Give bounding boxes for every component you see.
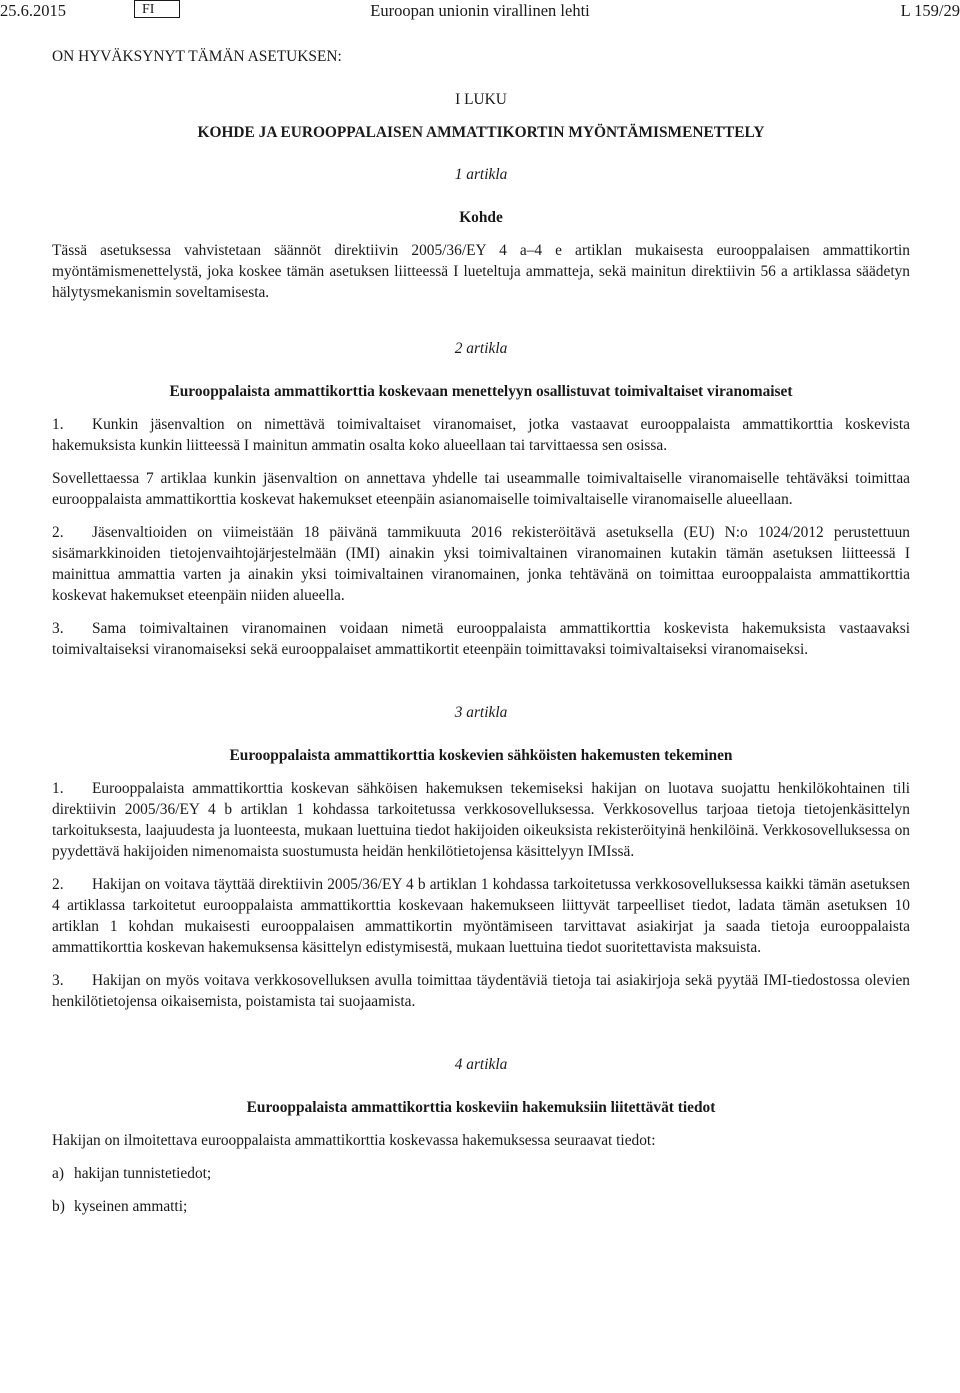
chapter-title: KOHDE JA EUROOPPALAISEN AMMATTIKORTIN MYÖNTÄMISMENETTELY <box>197 124 765 141</box>
article-1-text: Tässä asetuksessa vahvistetaan säännöt direktiivin 2005/36/EY 4 a–4 e artiklan mukaisesta eurooppalaisen ammattikortin myöntämismenettelystä, joka koskee tämän asetuksen liitteessä I lueteltuja ammatteja, sekä mainitun direktiivin 56 a artiklassa säädetyn hälytysmekanismin soveltamisesta. <box>52 242 910 301</box>
paragraph-number: 3. <box>52 620 64 637</box>
article-2-paragraph-3: 3. Sama toimivaltainen viranomainen voidaan nimetä eurooppalaista ammattikorttia koskevista hakemuksista vastaavaksi toimivaltaiseksi viranomaiseksi sekä eurooppalaiset ammattikortit eteenpäin toimittavaksi toimivaltaiseksi viranomaiseksi. <box>52 620 910 658</box>
article-3-title: Eurooppalaista ammattikorttia koskevien sähköisten hakemusten tekeminen <box>229 747 733 764</box>
page-reference: L 159/29 <box>900 1 960 20</box>
article-2-paragraph-1b: Sovellettaessa 7 artiklaa kunkin jäsenvaltion on annettava yhdelle tai useammalle toimivaltaiselle viranomaiselle tehtäväksi toimittaa eurooppalaista ammattikorttia koskevat hakemukset eteenpäin asianomaiselle toimivaltaiselle viranomaiselle alueellaan. <box>52 470 910 508</box>
article-3-paragraph-1: 1. Eurooppalaista ammattikorttia koskevan sähköisen hakemuksen tekemiseksi hakijan on luotava suojattu henkilökohtainen tili direktiivin 2005/36/EY 4 b artiklan 1 kohdassa tarkoitetussa verkkosovelluksessa. Verkkosovellus tarjoaa tietoja tietojenkäsittelyn tarkoituksesta, laajuudesta ja luonteesta, mukaan luettuina tiedot hakijoiden oikeuksista rekisteröityinä henkilöinä. Verkkosovelluksessa on pyydettävä hakijoiden nimenomaista suostumusta heidän henkilötietojensa käsittelyyn IMIssä. <box>52 780 910 860</box>
article-2-paragraph-2: 2. Jäsenvaltioiden on viimeistään 18 päivänä tammikuuta 2016 rekisteröitävä asetuksella (EU) N:o 1024/2012 perustettuun sisämarkkinoiden tietojenvaihtojärjestelmään (IMI) ainakin yksi toimivaltainen viranomainen kutakin tämän asetuksen liitteessä I mainittua ammattia varten ja ainakin yksi toimivaltainen viranomainen, jonka tehtävänä on toimittaa eurooppalaista ammattikorttia koskevat hakemukset eteenpäin niiden alueella. <box>52 524 910 604</box>
article-4-intro: Hakijan on ilmoitettava eurooppalaista ammattikorttia koskevassa hakemuksessa seuraavat tiedot: <box>52 1132 656 1149</box>
paragraph-number: 3. <box>52 972 64 989</box>
chapter-number: I LUKU <box>455 91 507 108</box>
paragraph-number: 1. <box>52 416 64 433</box>
article-2-label: 2 artikla <box>454 340 508 357</box>
list-marker: a) <box>52 1165 64 1182</box>
preamble: ON HYVÄKSYNYT TÄMÄN ASETUKSEN: <box>52 48 342 65</box>
language-badge: FI <box>134 0 180 18</box>
list-item: a) hakijan tunnistetiedot; <box>52 1165 212 1182</box>
article-3-label: 3 artikla <box>454 704 508 721</box>
document-body <box>52 46 910 1217</box>
article-2-paragraph-1: 1. Kunkin jäsenvaltion on nimettävä toimivaltaiset viranomaiset, jotka vastaavat eurooppalaista ammattikorttia koskevista hakemuksista kunkin liitteessä I mainitun ammatin osalta koko alueellaan tai tarvittaessa sen osissa. <box>52 416 910 454</box>
article-4-title: Eurooppalaista ammattikorttia koskeviin hakemuksiin liitettävät tiedot <box>246 1099 716 1116</box>
paragraph-number: 1. <box>52 780 64 797</box>
article-1-title: Kohde <box>459 209 503 226</box>
page-header <box>0 0 960 22</box>
article-3-paragraph-2: 2. Hakijan on voitava täyttää direktiivin 2005/36/EY 4 b artiklan 1 kohdassa tarkoitetussa verkkosovelluksessa kaikki tämän asetuksen 4 artiklassa tarkoitetut eurooppalaista ammattikorttia koskevaan hakemukseen liittyvät tarpeelliset tiedot, ladata tämän asetuksen 10 artiklan 1 kohdan mukaisesti eurooppalaisen ammattikortin myöntämiseen tarvittavat asiakirjat ja saada tietoja eurooppalaista ammattikorttia koskevan hakemuksensa käsittelyn edistymisestä, mukaan luettuina tiedot suoritettavista maksuista. <box>52 876 910 956</box>
list-item: b) kyseinen ammatti; <box>52 1198 188 1215</box>
publication-date: 25.6.2015 <box>0 1 66 20</box>
paragraph-number: 2. <box>52 876 64 893</box>
article-2-title: Eurooppalaista ammattikorttia koskevaan menettelyyn osallistuvat toimivaltaiset viranomaiset <box>169 383 793 400</box>
article-4-label: 4 artikla <box>454 1056 508 1073</box>
article-3-paragraph-3: 3. Hakijan on myös voitava verkkosovelluksen avulla toimittaa täydentäviä tietoja tai asiakirjoja sekä pyytää IMI-tiedostossa olevien henkilötietojensa oikaisemista, poistamista tai suojaamista. <box>52 972 910 1010</box>
list-marker: b) <box>52 1198 65 1215</box>
article-1-label: 1 artikla <box>454 166 508 183</box>
paragraph-number: 2. <box>52 524 64 541</box>
journal-title: Euroopan unionin virallinen lehti <box>370 1 590 20</box>
